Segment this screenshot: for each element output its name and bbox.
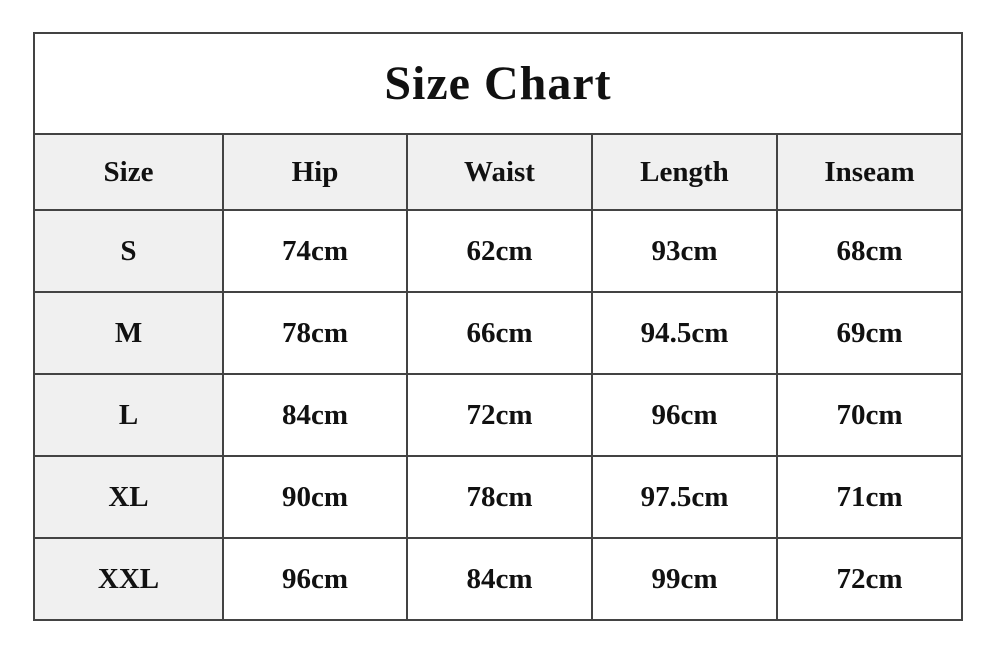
measurement-value: 90cm [223,456,407,538]
size-chart-table [33,32,963,621]
measurement-value: 78cm [407,456,592,538]
column-header-length: Length [592,134,777,210]
measurement-value: 78cm [223,292,407,374]
table-row [34,538,962,620]
measurement-value: 99cm [592,538,777,620]
measurement-value: 72cm [407,374,592,456]
measurement-value: 70cm [777,374,962,456]
table-row [34,456,962,538]
measurement-value: 68cm [777,210,962,292]
measurement-value: 97.5cm [592,456,777,538]
measurement-value: 96cm [223,538,407,620]
column-header-inseam: Inseam [777,134,962,210]
table-row [34,210,962,292]
size-label: XL [34,456,223,538]
measurement-value: 94.5cm [592,292,777,374]
table-row [34,292,962,374]
size-label: S [34,210,223,292]
measurement-value: 93cm [592,210,777,292]
measurement-value: 71cm [777,456,962,538]
column-header-hip: Hip [223,134,407,210]
measurement-value: 84cm [223,374,407,456]
size-label: XXL [34,538,223,620]
column-header-waist: Waist [407,134,592,210]
header-row [34,134,962,210]
measurement-value: 66cm [407,292,592,374]
column-header-size: Size [34,134,223,210]
measurement-value: 62cm [407,210,592,292]
measurement-value: 84cm [407,538,592,620]
size-label: L [34,374,223,456]
size-label: M [34,292,223,374]
table-row [34,374,962,456]
chart-title: Size Chart [34,33,962,134]
measurement-value: 69cm [777,292,962,374]
measurement-value: 72cm [777,538,962,620]
measurement-value: 74cm [223,210,407,292]
title-row [34,33,962,134]
measurement-value: 96cm [592,374,777,456]
